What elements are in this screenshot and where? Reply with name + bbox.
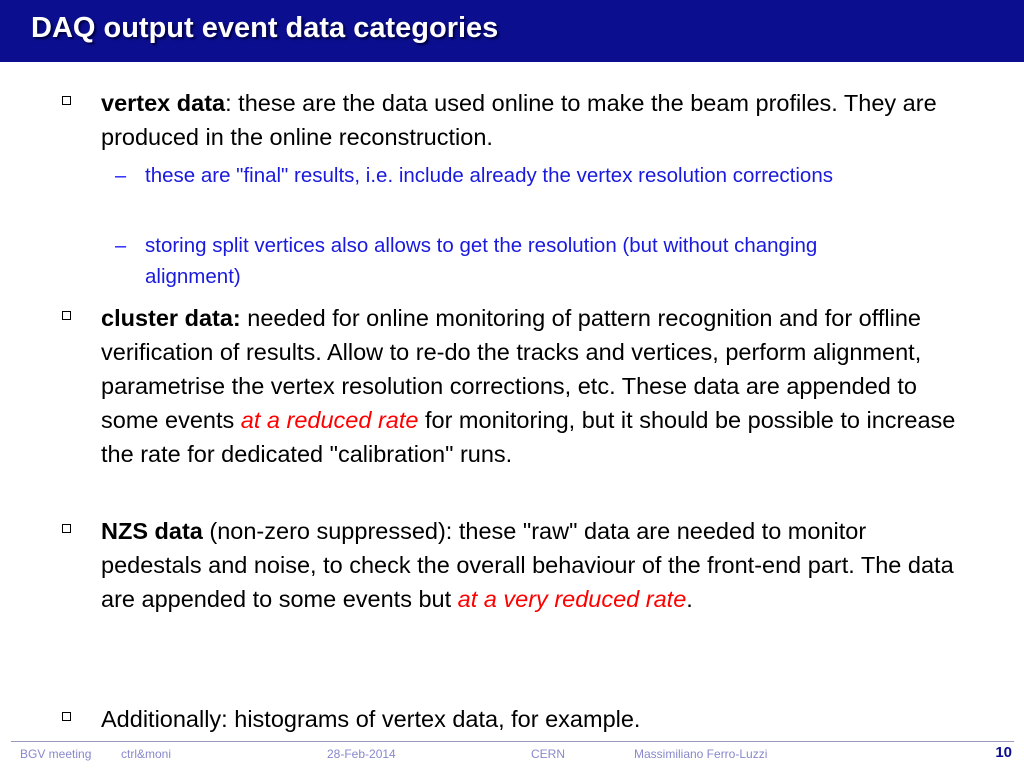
bullet-term: cluster data: — [101, 305, 241, 331]
title-bar — [0, 0, 1024, 62]
bullet-body: needed for online monitoring of pattern recognition and for offline verification of results. Allow to re-do the tracks and vertices, perform alignment, parametrise the vertex resolution corrections, etc. These data are appended to some events — [101, 305, 922, 433]
slide-title: DAQ output event data categories — [31, 12, 499, 44]
footer-meeting: BGV meeting — [20, 747, 92, 761]
footer-author: Massimiliano Ferro-Luzzi — [634, 747, 768, 761]
square-bullet-icon — [62, 712, 71, 721]
footer-divider — [11, 741, 1014, 742]
bullet-term: NZS data — [101, 518, 203, 544]
sub-bullet-text: storing split vertices also allows to get the resolution (but without changing alignment) — [145, 234, 818, 288]
bullet-text — [101, 514, 971, 616]
footer-topic: ctrl&moni — [121, 747, 172, 761]
square-bullet-icon — [62, 524, 71, 533]
square-bullet-icon — [62, 311, 71, 320]
emphasis-text: at a reduced rate — [240, 407, 419, 433]
bullet-term: vertex data — [101, 90, 226, 116]
bullet-text — [101, 86, 971, 154]
footer-date: 28-Feb-2014 — [327, 747, 396, 761]
dash-bullet-icon: – — [115, 235, 127, 257]
bullet-body: for monitoring, but it should be possible to increase the rate for dedicated "calibration" runs. — [101, 407, 956, 467]
bullet-body: . — [686, 586, 693, 612]
page-number: 10 — [995, 744, 1012, 761]
dash-bullet-icon: – — [115, 165, 127, 187]
footer-org: CERN — [531, 747, 566, 761]
bullet-body: (non-zero suppressed): these "raw" data are needed to monitor pedestals and noise, to check the overall behaviour of the front-end part. The data are appended to some events but — [101, 518, 954, 612]
bullet-body: : these are the data used online to make the beam profiles. They are produced in the online reconstruction. — [101, 90, 937, 150]
bullet-text — [101, 301, 971, 471]
square-bullet-icon — [62, 96, 71, 105]
bullet-text: Additionally: histograms of vertex data, for example. — [101, 706, 641, 732]
sub-bullet-text: these are "final" results, i.e. include already the vertex resolution corrections — [145, 164, 833, 187]
emphasis-text: at a very reduced rate — [457, 586, 687, 612]
